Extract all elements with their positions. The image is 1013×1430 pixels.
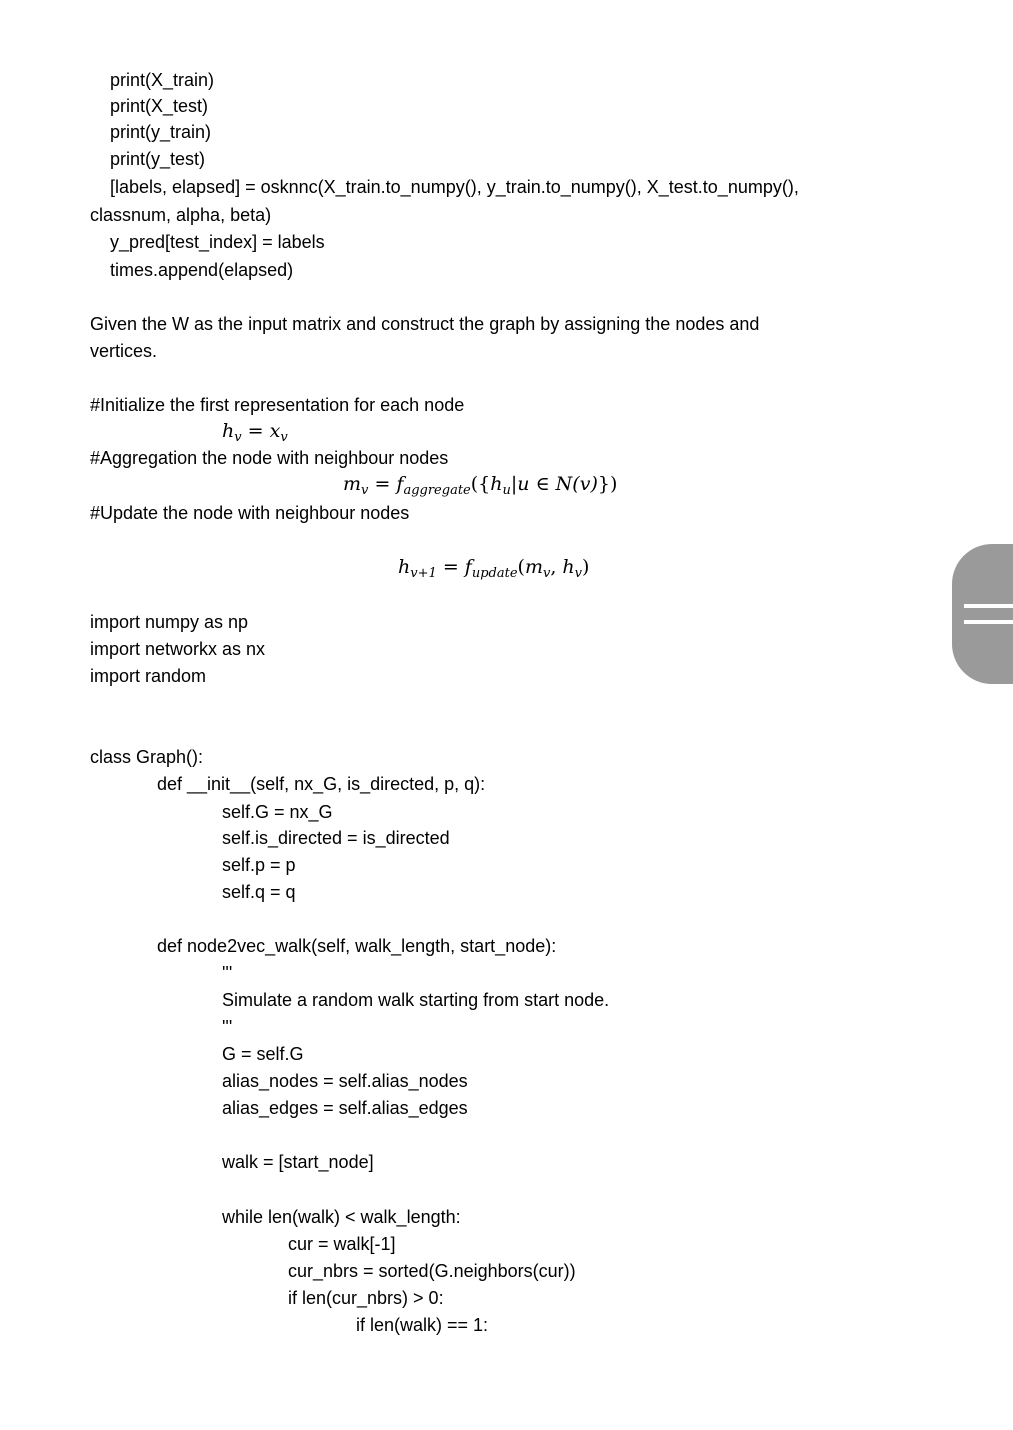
- code-line: classnum, alpha, beta): [90, 205, 272, 225]
- code-line: [labels, elapsed] = osknnc(X_train.to_numpy(), y_train.to_numpy(), X_test.to_numpy(),: [110, 177, 799, 197]
- comment-line: #Initialize the first representation for each node: [90, 395, 465, 415]
- equation-aggregate: $m_v = f_{aggregate}(\{h_u|u$ ∈ N(v)}): [343, 473, 618, 498]
- code-line: import numpy as np: [90, 612, 249, 632]
- code-line: if len(walk) == 1:: [356, 1315, 489, 1335]
- code-line: ''': [222, 963, 233, 983]
- code-line: times.append(elapsed): [110, 260, 294, 280]
- menu-icon: [964, 604, 1013, 608]
- code-line: ''': [222, 1017, 233, 1037]
- code-line: y_pred[test_index] = labels: [110, 232, 325, 252]
- code-line: self.G = nx_G: [222, 802, 333, 822]
- code-line: def __init__(self, nx_G, is_directed, p, q):: [157, 774, 486, 794]
- code-line: alias_edges = self.alias_edges: [222, 1098, 468, 1118]
- side-panel-handle[interactable]: [952, 544, 1013, 684]
- code-line: import random: [90, 666, 207, 686]
- code-line: self.p = p: [222, 855, 296, 875]
- code-line: import networkx as nx: [90, 639, 266, 659]
- code-line: cur = walk[-1]: [288, 1234, 396, 1254]
- code-line: self.q = q: [222, 882, 296, 902]
- code-line: print(X_test): [110, 96, 209, 116]
- code-line: G = self.G: [222, 1044, 304, 1064]
- code-line: class Graph():: [90, 747, 204, 767]
- code-line: alias_nodes = self.alias_nodes: [222, 1071, 468, 1091]
- code-line: while len(walk) < walk_length:: [222, 1207, 461, 1227]
- code-line: print(y_test): [110, 149, 206, 169]
- equation-init: $h_v = x_v$: [222, 420, 288, 445]
- code-line: if len(cur_nbrs) > 0:: [288, 1288, 444, 1308]
- paragraph-line: Given the W as the input matrix and construct the graph by assigning the nodes and: [90, 314, 760, 334]
- code-line: print(y_train): [110, 122, 212, 142]
- comment-line: #Update the node with neighbour nodes: [90, 503, 410, 523]
- equation-update: $h_{v+1} = f_{update}(m_v$, $h_v$): [398, 556, 590, 581]
- code-line: self.is_directed = is_directed: [222, 828, 450, 848]
- code-line: cur_nbrs = sorted(G.neighbors(cur)): [288, 1261, 576, 1281]
- code-line: walk = [start_node]: [222, 1152, 374, 1172]
- code-line: Simulate a random walk starting from start node.: [222, 990, 610, 1010]
- comment-line: #Aggregation the node with neighbour nodes: [90, 448, 449, 468]
- paragraph-line: vertices.: [90, 341, 158, 361]
- code-line: print(X_train): [110, 70, 215, 90]
- menu-icon: [964, 620, 1013, 624]
- code-line: def node2vec_walk(self, walk_length, start_node):: [157, 936, 557, 956]
